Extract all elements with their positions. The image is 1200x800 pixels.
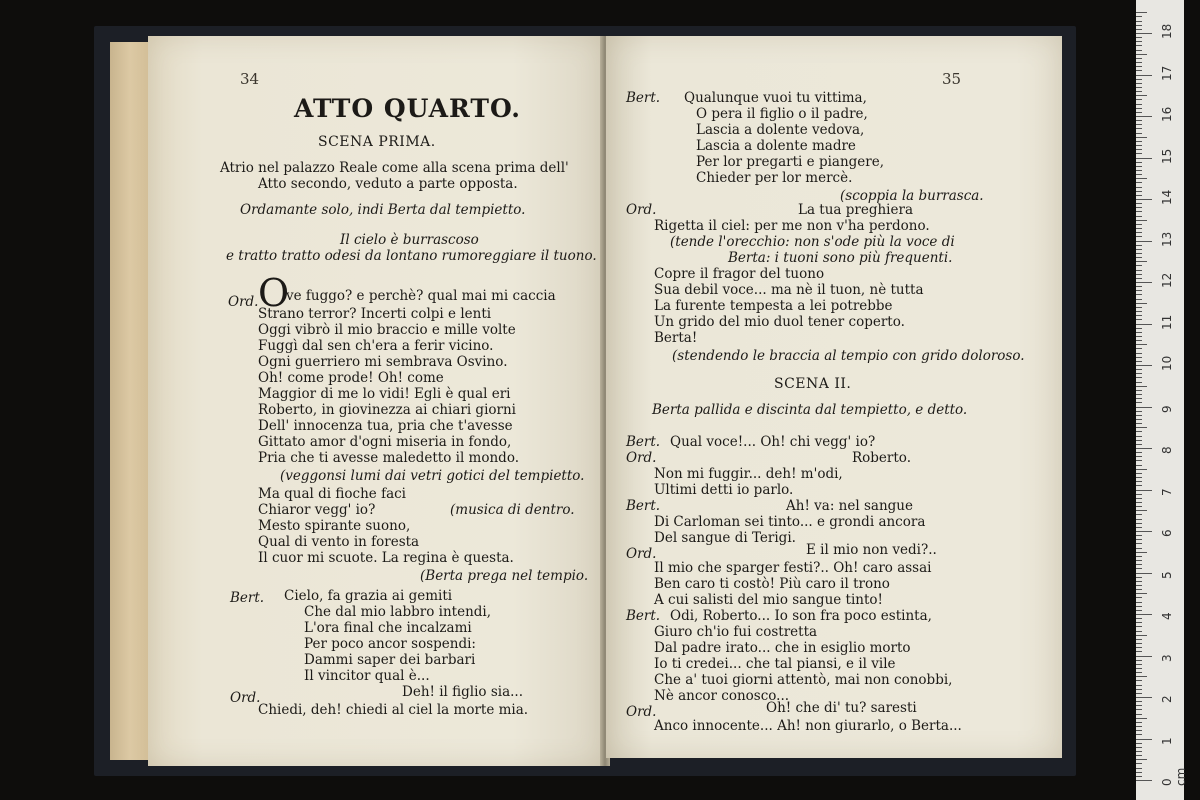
ruler-tick: [1136, 668, 1142, 669]
ruler-tick: [1136, 705, 1142, 706]
ruler-tick: [1136, 66, 1142, 67]
verse-line: Dammi saper dei barbari: [304, 652, 476, 668]
stage-direction: (tende l'orecchio: non s'ode più la voce di: [670, 234, 955, 250]
ruler-tick: [1136, 187, 1142, 188]
ruler-tick: [1136, 726, 1142, 727]
character-line: Berta pallida e discinta dal tempietto, e detto.: [652, 402, 968, 418]
ruler-tick: [1136, 178, 1147, 179]
stage-direction: (veggonsi lumi dai vetri gotici del tempietto.: [280, 468, 585, 484]
ruler-tick: [1136, 481, 1142, 482]
ruler-tick: [1136, 440, 1142, 441]
ruler-tick: [1136, 573, 1152, 574]
ruler-tick: [1136, 328, 1142, 329]
ruler-tick: [1136, 83, 1142, 84]
verse-line: Maggior di me lo vidi! Egli è qual eri: [258, 386, 511, 402]
verse-line: Che dal mio labbro intendi,: [304, 604, 492, 620]
ruler-tick: [1136, 739, 1152, 740]
ruler-tick: [1136, 676, 1147, 677]
stage-direction: (stendendo le braccia al tempio con grido doloroso.: [672, 348, 1025, 364]
ruler-tick: [1136, 41, 1142, 42]
ruler-tick: [1136, 460, 1142, 461]
ruler-tick: [1136, 162, 1142, 163]
ruler-tick: [1136, 124, 1142, 125]
ruler-tick: [1136, 402, 1142, 403]
ruler-tick: [1136, 245, 1142, 246]
ruler-tick: [1136, 87, 1142, 88]
ruler-tick: [1136, 448, 1152, 449]
ruler-tick: [1136, 485, 1142, 486]
verse-line: Cielo, fa grazia ai gemiti: [284, 588, 453, 604]
verse-line: Gittato amor d'ogni miseria in fondo,: [258, 434, 512, 450]
ruler-label: 5: [1160, 570, 1174, 579]
ruler-tick: [1136, 539, 1142, 540]
ruler-label: 4: [1160, 612, 1174, 620]
ruler-tick: [1136, 336, 1142, 337]
ruler-tick: [1136, 112, 1142, 113]
speaker-label: Bert.: [626, 608, 661, 624]
ruler-tick: [1136, 722, 1142, 723]
ruler-tick: [1136, 444, 1142, 445]
ruler-tick: [1136, 207, 1142, 208]
ruler-tick: [1136, 660, 1142, 661]
ruler-label: 10: [1160, 355, 1174, 371]
verse-line: Chiedi, deh! chiedi al ciel la morte mia.: [258, 702, 529, 718]
ruler-label: 0 cm: [1160, 767, 1188, 786]
drop-cap: O: [258, 271, 290, 315]
ruler-tick: [1136, 506, 1142, 507]
ruler-tick: [1136, 776, 1142, 777]
ruler-tick: [1136, 759, 1147, 760]
speaker-label: Bert.: [230, 590, 265, 606]
ruler-tick: [1136, 216, 1142, 217]
ruler-label: 3: [1160, 653, 1174, 662]
verse-line: Per lor pregarti e piangere,: [696, 154, 885, 170]
speaker-label: Ord.: [626, 704, 657, 720]
verse-line: Oh! come prode! Oh! come: [258, 370, 444, 386]
character-line: Ordamante solo, indi Berta dal tempietto.: [240, 202, 526, 218]
ruler-tick: [1136, 104, 1142, 105]
ruler-label: 15: [1160, 148, 1174, 164]
ruler-tick: [1136, 319, 1142, 320]
verse-line: L'ora final che incalzami: [304, 620, 472, 636]
verse-line: Qual di vento in foresta: [258, 534, 420, 550]
ruler-tick: [1136, 656, 1152, 657]
ruler-tick: [1136, 158, 1152, 159]
ruler-tick: [1136, 490, 1152, 491]
verse-line: Pria che ti avesse maledetto il mondo.: [258, 450, 519, 466]
ruler-tick: [1136, 407, 1152, 408]
ruler-tick: [1136, 290, 1142, 291]
ruler-tick: [1136, 427, 1147, 428]
ruler-tick: [1136, 772, 1142, 773]
verse-line: Nè ancor conosco...: [654, 688, 790, 704]
verse-line: ve fuggo? e perchè? qual mai mi caccia: [286, 288, 556, 304]
verse-line: Il vincitor qual è...: [304, 668, 430, 684]
ruler-tick: [1136, 456, 1142, 457]
ruler-tick: [1136, 91, 1142, 92]
ruler-tick: [1136, 639, 1142, 640]
ruler-tick: [1136, 664, 1142, 665]
ruler-tick: [1136, 133, 1142, 134]
ruler-tick: [1136, 62, 1142, 63]
ruler-tick: [1136, 552, 1147, 553]
ruler-tick: [1136, 436, 1142, 437]
verse-line: Giuro ch'io fui costretta: [654, 624, 818, 640]
scene-title: SCENA PRIMA.: [318, 134, 436, 150]
ruler-tick: [1136, 685, 1142, 686]
ruler-tick: [1136, 270, 1142, 271]
ruler-tick: [1136, 311, 1142, 312]
ruler-tick: [1136, 469, 1147, 470]
ruler-tick: [1136, 261, 1147, 262]
ruler-tick: [1136, 45, 1142, 46]
ruler-tick: [1136, 220, 1147, 221]
measurement-ruler: [1136, 0, 1188, 800]
verse-line: Strano terror? Incerti colpi e lenti: [258, 306, 492, 322]
ruler-label: 2: [1160, 695, 1174, 703]
ruler-tick: [1136, 763, 1142, 764]
ruler-tick: [1136, 353, 1142, 354]
verse-line: Del sangue di Terigi.: [654, 530, 796, 546]
speaker-label: Ord.: [626, 450, 657, 466]
ruler-tick: [1136, 494, 1142, 495]
ruler-tick: [1136, 12, 1147, 13]
ruler-label: 6: [1160, 529, 1174, 537]
ruler-tick: [1136, 265, 1142, 266]
verse-line: Un grido del mio duol tener coperto.: [654, 314, 905, 330]
speaker-label: Ord.: [626, 202, 657, 218]
ruler-tick: [1136, 647, 1142, 648]
ruler-tick: [1136, 577, 1142, 578]
ruler-tick: [1136, 195, 1142, 196]
verse-line: Io ti credei... che tal piansi, e il vile: [654, 656, 896, 672]
verse-line: Il cuor mi scuote. La regina è questa.: [258, 550, 514, 566]
ruler-tick: [1136, 377, 1142, 378]
ruler-label: 17: [1160, 65, 1174, 81]
verse-line: Oh! che di' tu? saresti: [766, 700, 917, 716]
ruler-tick: [1136, 70, 1142, 71]
speaker-label: Ord.: [228, 294, 259, 310]
ruler-tick: [1136, 452, 1142, 453]
ruler-tick: [1136, 99, 1142, 100]
ruler-tick: [1136, 714, 1142, 715]
ruler-label: 16: [1160, 106, 1174, 122]
ruler-tick: [1136, 589, 1142, 590]
right-page: [606, 36, 1062, 758]
verse-line: Anco innocente... Ah! non giurarlo, o Berta...: [654, 718, 962, 734]
ruler-tick: [1136, 58, 1142, 59]
ruler-tick: [1136, 25, 1142, 26]
ruler-tick: [1136, 257, 1142, 258]
ruler-tick: [1136, 348, 1142, 349]
verse-line: Di Carloman sei tinto... e grondi ancora: [654, 514, 926, 530]
ruler-tick: [1136, 95, 1147, 96]
ruler-tick: [1136, 141, 1142, 142]
verse-line: Ah! va: nel sangue: [786, 498, 913, 514]
ruler-tick: [1136, 597, 1142, 598]
ruler-label: 14: [1160, 189, 1174, 205]
ruler-tick: [1136, 203, 1142, 204]
verse-line: Oggi vibrò il mio braccio e mille volte: [258, 322, 516, 338]
verse-line: Qual voce!... Oh! chi vegg' io?: [670, 434, 876, 450]
ruler-tick: [1136, 170, 1142, 171]
ruler-tick: [1136, 116, 1152, 117]
ruler-tick: [1136, 606, 1142, 607]
ruler-tick: [1136, 75, 1152, 76]
ruler-tick: [1136, 734, 1142, 735]
ruler-tick: [1136, 519, 1142, 520]
ruler-tick: [1136, 211, 1142, 212]
ruler-tick: [1136, 423, 1142, 424]
ruler-tick: [1136, 477, 1142, 478]
ruler-label: 8: [1160, 446, 1174, 454]
ruler-tick: [1136, 128, 1142, 129]
ruler-label: 9: [1160, 404, 1174, 413]
ruler-tick: [1136, 398, 1142, 399]
ruler-tick: [1136, 751, 1142, 752]
ruler-tick: [1136, 593, 1147, 594]
verse-line: Dal padre irato... che in esiglio morto: [654, 640, 911, 656]
ruler-tick: [1136, 514, 1142, 515]
ruler-tick: [1136, 614, 1152, 615]
verse-line: Odi, Roberto... Io son fra poco estinta,: [670, 608, 932, 624]
ruler-tick: [1136, 618, 1142, 619]
ruler-tick: [1136, 568, 1142, 569]
ruler-tick: [1136, 16, 1142, 17]
verse-line: Ben caro ti costò! Più caro il trono: [654, 576, 890, 592]
ruler-tick: [1136, 249, 1142, 250]
page-number-left: 34: [240, 70, 260, 88]
ruler-tick: [1136, 626, 1142, 627]
ruler-tick: [1136, 531, 1152, 532]
ruler-tick: [1136, 543, 1142, 544]
ruler-tick: [1136, 415, 1142, 416]
ruler-tick: [1136, 33, 1152, 34]
verse-line: Rigetta il ciel: per me non v'ha perdono.: [654, 218, 930, 234]
ruler-tick: [1136, 37, 1142, 38]
verse-line: A cui salisti del mio sangue tinto!: [654, 592, 883, 608]
ruler-tick: [1136, 274, 1142, 275]
ruler-tick: [1136, 602, 1142, 603]
ruler-tick: [1136, 137, 1147, 138]
left-page: [148, 36, 604, 766]
ruler-tick: [1136, 556, 1142, 557]
verse-line: Deh! il figlio sia...: [402, 684, 524, 700]
stage-direction-2: e tratto tratto odesi da lontano rumoreggiare il tuono.: [226, 248, 597, 264]
verse-line: Roberto.: [852, 450, 911, 466]
speaker-label: Bert.: [626, 90, 661, 106]
ruler-tick: [1136, 153, 1142, 154]
ruler-tick: [1136, 224, 1142, 225]
ruler-tick: [1136, 564, 1142, 565]
verse-line: Copre il fragor del tuono: [654, 266, 825, 282]
stage-direction: (scoppia la burrasca.: [840, 188, 984, 204]
ruler-tick: [1136, 303, 1147, 304]
ruler-tick: [1136, 21, 1142, 22]
ruler-tick: [1136, 635, 1147, 636]
ruler-tick: [1136, 755, 1142, 756]
ruler-tick: [1136, 780, 1152, 781]
verse-line: E il mio non vedi?..: [806, 542, 937, 558]
ruler-tick: [1136, 357, 1142, 358]
setting-line-1: Atrio nel palazzo Reale come alla scena prima dell': [220, 160, 569, 176]
ruler-tick: [1136, 689, 1142, 690]
stage-direction: (Berta prega nel tempio.: [420, 568, 589, 584]
ruler-tick: [1136, 294, 1142, 295]
ruler-tick: [1136, 361, 1142, 362]
ruler-tick: [1136, 431, 1142, 432]
ruler-tick: [1136, 344, 1147, 345]
verse-line: Berta!: [654, 330, 698, 346]
page-number-right: 35: [942, 70, 962, 88]
ruler-tick: [1136, 236, 1142, 237]
ruler-tick: [1136, 241, 1152, 242]
ruler-label: 1: [1160, 736, 1174, 745]
ruler-label: 11: [1160, 314, 1174, 330]
verse-line: Fuggì dal sen ch'era a ferir vicino.: [258, 338, 494, 354]
ruler-label: 12: [1160, 272, 1174, 288]
ruler-tick: [1136, 697, 1152, 698]
ruler-tick: [1136, 315, 1142, 316]
ruler-tick: [1136, 253, 1142, 254]
ruler-tick: [1136, 278, 1142, 279]
verse-line: Lascia a dolente vedova,: [696, 122, 865, 138]
verse-line: O pera il figlio o il padre,: [696, 106, 868, 122]
act-title: ATTO QUARTO.: [294, 94, 521, 123]
ruler-tick: [1136, 54, 1147, 55]
verse-line: Chiaror vegg' io?: [258, 502, 376, 518]
ruler-tick: [1136, 693, 1142, 694]
ruler-tick: [1136, 581, 1142, 582]
speaker-label: Bert.: [626, 434, 661, 450]
ruler-tick: [1136, 282, 1152, 283]
ruler-tick: [1136, 232, 1142, 233]
ruler-tick: [1136, 332, 1142, 333]
scene-title: SCENA II.: [774, 376, 852, 392]
verse-line: Qualunque vuoi tu vittima,: [684, 90, 867, 106]
ruler-tick: [1136, 50, 1142, 51]
ruler-tick: [1136, 709, 1142, 710]
ruler-tick: [1136, 182, 1142, 183]
ruler-tick: [1136, 228, 1142, 229]
ruler-tick: [1136, 718, 1147, 719]
verse-line: La tua preghiera: [798, 202, 913, 218]
stage-direction-1: Il cielo è burrascoso: [340, 232, 479, 248]
verse-line: Per poco ancor sospendi:: [304, 636, 476, 652]
ruler-tick: [1136, 527, 1142, 528]
ruler-tick: [1136, 365, 1152, 366]
ruler-tick: [1136, 120, 1142, 121]
ruler-tick: [1136, 672, 1142, 673]
ruler-tick: [1136, 502, 1142, 503]
ruler-tick: [1136, 535, 1142, 536]
ruler-tick: [1136, 680, 1142, 681]
ruler-tick: [1136, 340, 1142, 341]
ruler-tick: [1136, 743, 1142, 744]
ruler-tick: [1136, 610, 1142, 611]
ruler-tick: [1136, 465, 1142, 466]
verse-line: Lascia a dolente madre: [696, 138, 856, 154]
ruler-tick: [1136, 394, 1142, 395]
ruler-tick: [1136, 324, 1152, 325]
ruler-label: 13: [1160, 231, 1174, 247]
ruler-tick: [1136, 473, 1142, 474]
ruler-tick: [1136, 560, 1142, 561]
verse-line: Mesto spirante suono,: [258, 518, 411, 534]
ruler-tick: [1136, 299, 1142, 300]
stage-direction: Berta: i tuoni sono più frequenti.: [728, 250, 953, 266]
ruler-tick: [1136, 29, 1142, 30]
ruler-tick: [1136, 108, 1142, 109]
speaker-label: Bert.: [626, 498, 661, 514]
ruler-tick: [1136, 307, 1142, 308]
ruler-tick: [1136, 79, 1142, 80]
verse-line: Sua debil voce... ma nè il tuon, nè tutta: [654, 282, 924, 298]
ruler-label: 18: [1160, 23, 1174, 39]
ruler-tick: [1136, 286, 1142, 287]
verse-line: Ultimi detti io parlo.: [654, 482, 794, 498]
speaker-label: Ord.: [230, 690, 261, 706]
speaker-label: Ord.: [626, 546, 657, 562]
ruler-tick: [1136, 747, 1142, 748]
verse-line: Chieder per lor mercè.: [696, 170, 853, 186]
ruler-tick: [1136, 730, 1142, 731]
ruler-tick: [1136, 145, 1142, 146]
ruler-tick: [1136, 523, 1142, 524]
ruler-tick: [1136, 643, 1142, 644]
verse-line: Non mi fuggir... deh! m'odi,: [654, 466, 843, 482]
ruler-tick: [1136, 631, 1142, 632]
ruler-tick: [1136, 411, 1142, 412]
ruler-tick: [1136, 199, 1152, 200]
ruler-tick: [1136, 373, 1142, 374]
ruler-tick: [1136, 382, 1142, 383]
ruler-tick: [1136, 166, 1142, 167]
ruler-tick: [1136, 369, 1142, 370]
ruler-tick: [1136, 768, 1142, 769]
ruler-tick: [1136, 390, 1142, 391]
stage-direction: (musica di dentro.: [450, 502, 575, 518]
ruler-tick: [1136, 548, 1142, 549]
setting-line-2: Atto secondo, veduto a parte opposta.: [258, 176, 518, 192]
ruler-tick: [1136, 498, 1142, 499]
ruler-tick: [1136, 622, 1142, 623]
ruler-label: 7: [1160, 487, 1174, 496]
ruler-tick: [1136, 701, 1142, 702]
verse-line: Che a' tuoi giorni attentò, mai non conobbi,: [654, 672, 953, 688]
verse-line: La furente tempesta a lei potrebbe: [654, 298, 893, 314]
verse-line: Il mio che sparger festi?.. Oh! caro assai: [654, 560, 932, 576]
verse-line: Dell' innocenza tua, pria che t'avesse: [258, 418, 513, 434]
ruler-tick: [1136, 191, 1142, 192]
ruler-tick: [1136, 419, 1142, 420]
ruler-tick: [1136, 651, 1142, 652]
verse-line: Ogni guerriero mi sembrava Osvino.: [258, 354, 508, 370]
ruler-tick: [1136, 149, 1142, 150]
ruler-tick: [1136, 174, 1142, 175]
verse-line: Ma qual di fioche faci: [258, 486, 406, 502]
ruler-tick: [1136, 510, 1147, 511]
ruler-tick: [1136, 386, 1147, 387]
verse-line: Roberto, in giovinezza ai chiari giorni: [258, 402, 516, 418]
ruler-tick: [1136, 585, 1142, 586]
